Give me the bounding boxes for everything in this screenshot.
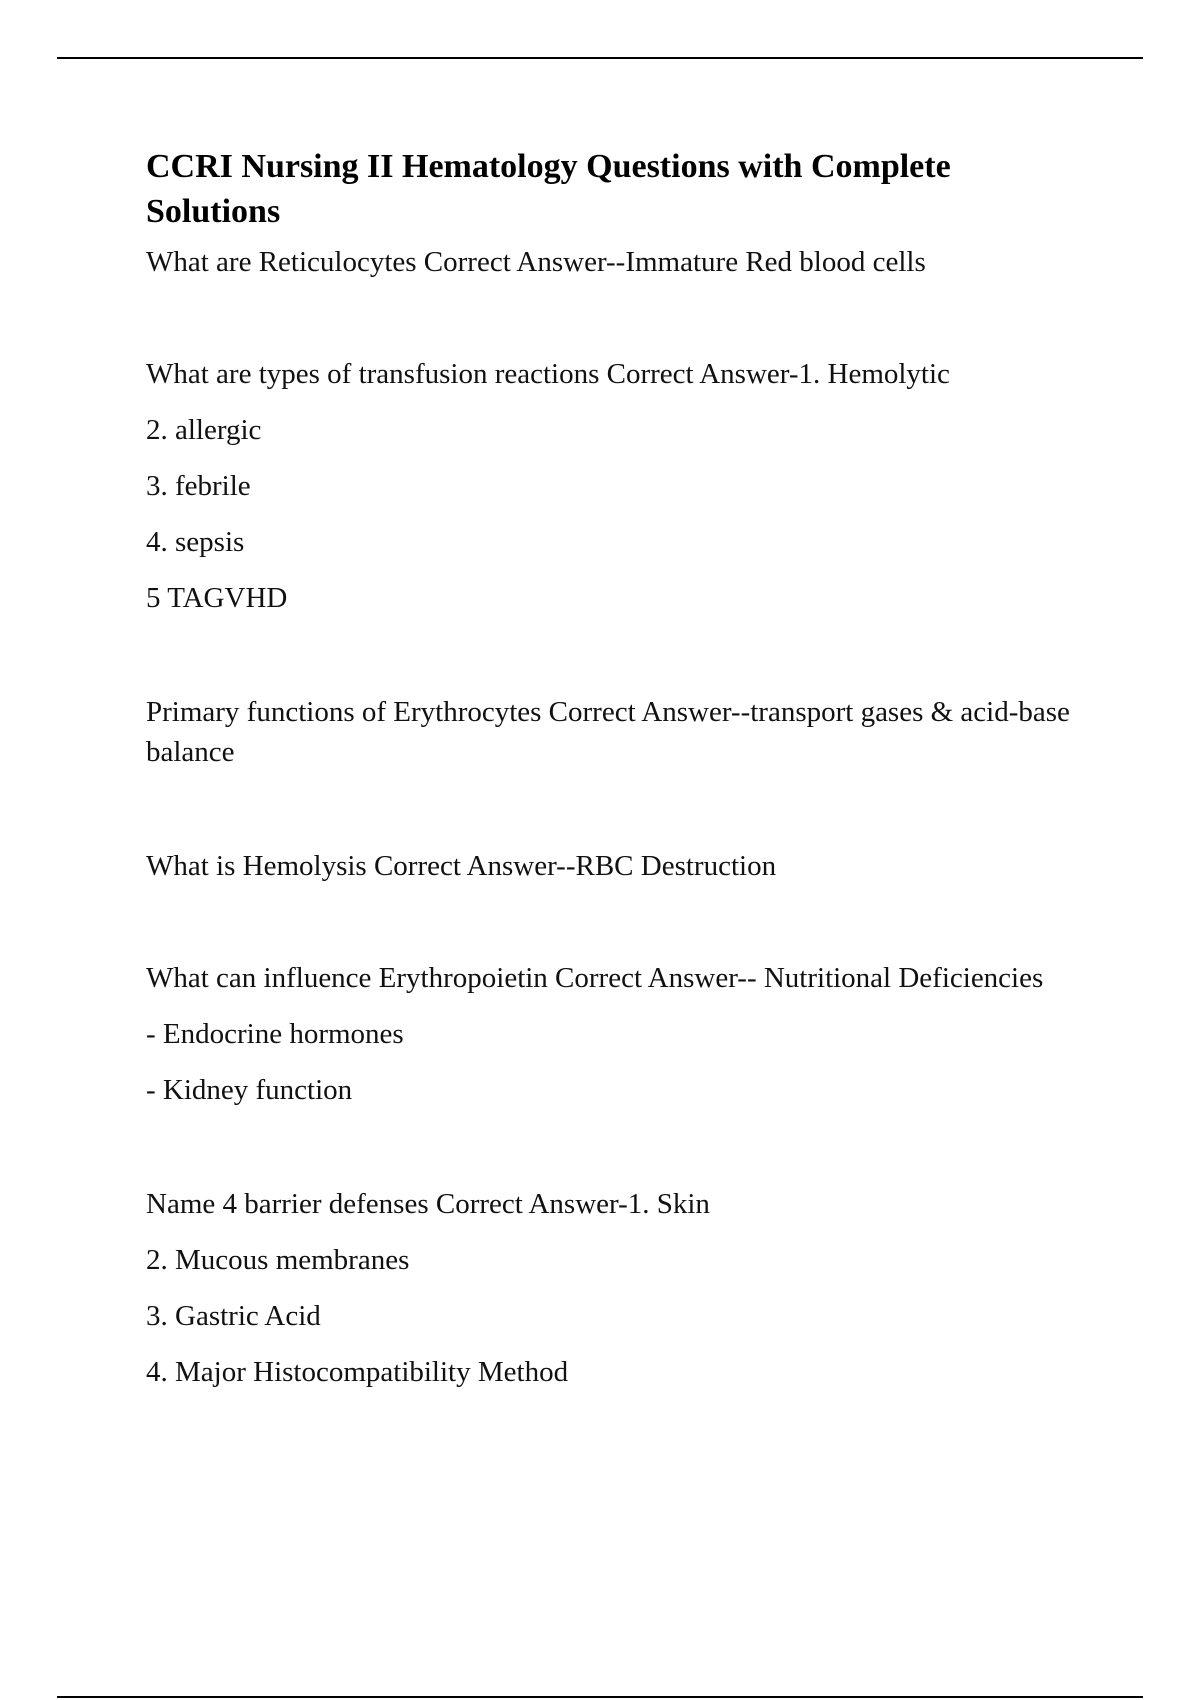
qa-item-barrier-defenses: [146, 1184, 1076, 1392]
qa-line: 5 TAGVHD: [146, 582, 288, 614]
qa-item-reticulocytes: [146, 242, 1076, 282]
qa-line: Primary functions of Erythrocytes Correct Answer--transport gases & acid-base balance: [146, 696, 1070, 768]
qa-line: Name 4 barrier defenses Correct Answer-1. Skin: [146, 1188, 710, 1220]
qa-line: 3. febrile: [146, 470, 251, 502]
qa-line: What is Hemolysis Correct Answer--RBC Destruction: [146, 850, 777, 882]
qa-item-erythropoietin: [146, 958, 1076, 1110]
top-rule: [57, 57, 1143, 59]
qa-item-erythrocyte-functions: [146, 692, 1076, 772]
qa-line: - Kidney function: [146, 1074, 353, 1106]
document-title: CCRI Nursing II Hematology Questions with Complete Solutions: [146, 148, 951, 230]
qa-line: - Endocrine hormones: [146, 1018, 404, 1050]
qa-line: What are Reticulocytes Correct Answer--Immature Red blood cells: [146, 246, 926, 278]
qa-line: 4. sepsis: [146, 526, 245, 558]
qa-line: What are types of transfusion reactions Correct Answer-1. Hemolytic: [146, 358, 950, 390]
bottom-rule: [57, 1696, 1143, 1698]
qa-item-hemolysis: [146, 846, 1076, 886]
qa-line: 2. Mucous membranes: [146, 1244, 410, 1276]
qa-line: 2. allergic: [146, 414, 262, 446]
qa-line: 4. Major Histocompatibility Method: [146, 1356, 569, 1388]
qa-item-transfusion-reactions: [146, 354, 1076, 618]
document-body: [146, 144, 1076, 1392]
qa-line: 3. Gastric Acid: [146, 1300, 321, 1332]
qa-line: What can influence Erythropoietin Correct Answer-- Nutritional Deficiencies: [146, 962, 1044, 994]
